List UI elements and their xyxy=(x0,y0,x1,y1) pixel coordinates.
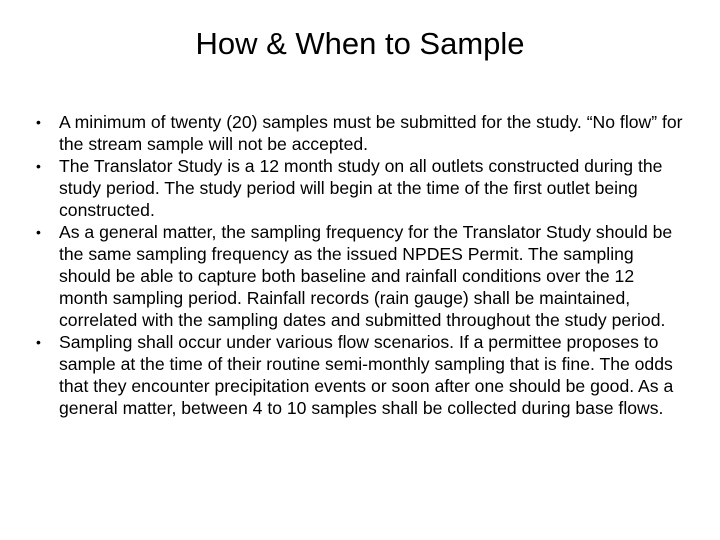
bullet-item xyxy=(36,221,684,331)
bullet-item xyxy=(36,155,684,221)
bullet-text: The Translator Study is a 12 month study on all outlets constructed during the study period. The study period will begin at the time of the first outlet being constructed. xyxy=(59,156,663,220)
bullet-list xyxy=(36,111,684,419)
slide-title: How & When to Sample xyxy=(195,26,525,61)
bullet-icon: • xyxy=(36,158,41,174)
bullet-icon: • xyxy=(36,224,41,240)
bullet-icon: • xyxy=(36,114,41,130)
bullet-item xyxy=(36,111,684,155)
bullet-text: Sampling shall occur under various flow scenarios. If a permittee proposes to sample at the time of their routine semi-monthly sampling that is fine. The odds that they encounter precipitation events or soon after one should be good. As a general matter, between 4 to 10 samples shall be collected during base flows. xyxy=(59,332,674,418)
bullet-item xyxy=(36,331,684,419)
bullet-icon: • xyxy=(36,334,41,350)
bullet-text: A minimum of twenty (20) samples must be submitted for the study. “No flow” for the stream sample will not be accepted. xyxy=(59,112,683,154)
bullet-text: As a general matter, the sampling frequency for the Translator Study should be the same sampling frequency as the issued NPDES Permit. The sampling should be able to capture both baseline and rainfall conditions over the 12 month sampling period. Rainfall records (rain gauge) shall be maintained, correlated with the sampling dates and submitted throughout the study period. xyxy=(59,222,673,330)
